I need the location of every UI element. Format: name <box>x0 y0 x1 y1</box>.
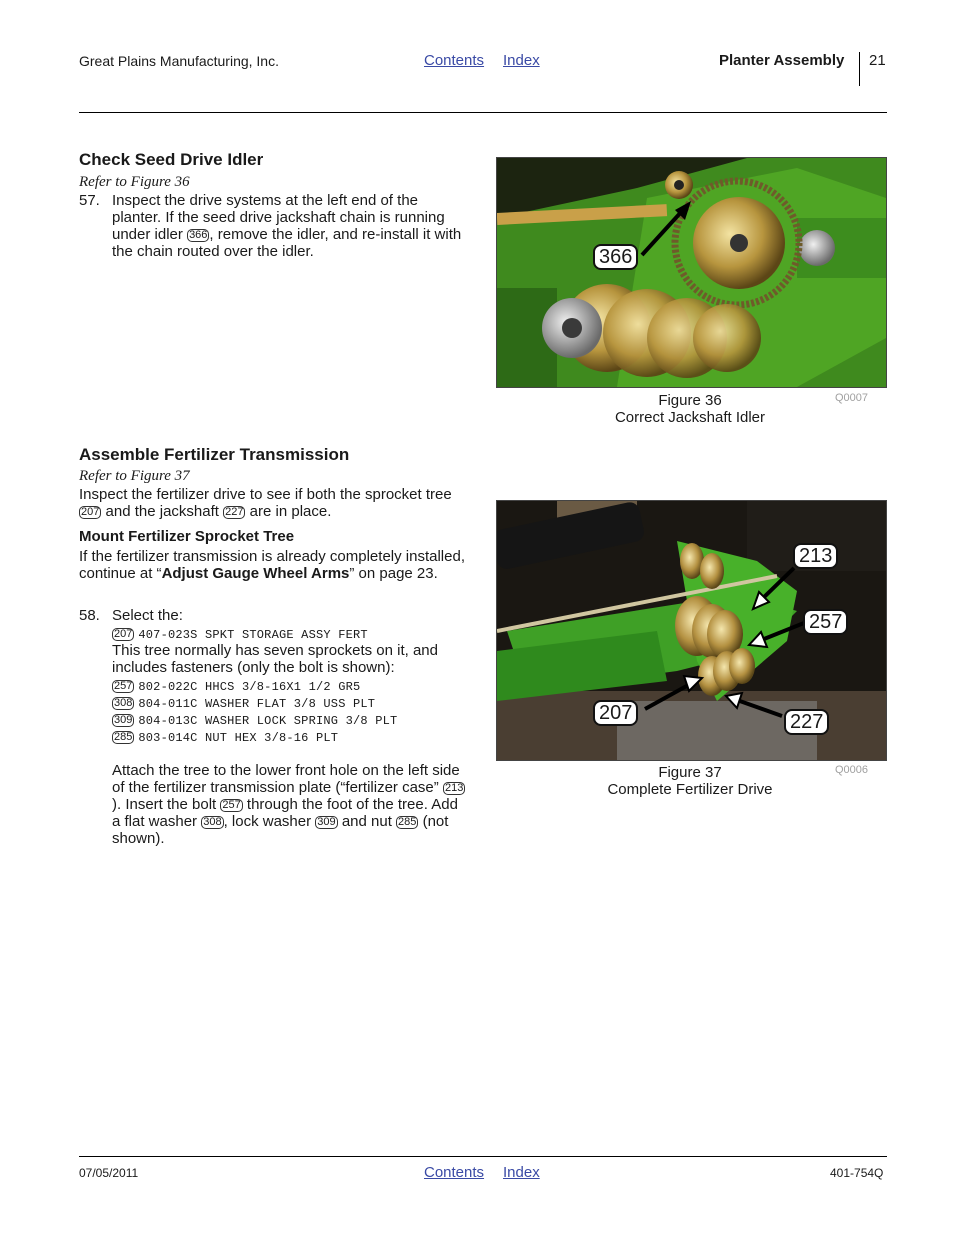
refer-figure-36: Refer to Figure 36 <box>79 174 190 190</box>
part-ref-308: 308 <box>203 816 222 828</box>
subheading-mount-sprocket-tree: Mount Fertilizer Sprocket Tree <box>79 528 295 545</box>
part-row <box>112 625 368 642</box>
attach-e: and nut <box>341 813 392 830</box>
figure-37-photo-id: Q0006 <box>835 764 869 776</box>
part-description: 803-014C NUT HEX 3/8-16 PLT <box>138 731 339 745</box>
step-57-text-a: Inspect the drive systems at the left end of the planter. If the seed drive jackshaft chain is running under idler <box>112 192 445 243</box>
jackshaft-idler-illustration <box>497 158 886 387</box>
footer-contents-link[interactable]: Contents <box>424 1164 485 1181</box>
part-ref-309: 309 <box>317 816 336 828</box>
part-ref-207: 207 <box>114 628 133 640</box>
footer-doc-number: 401-754Q <box>830 1166 884 1180</box>
part-ref-285: 285 <box>398 816 417 828</box>
fertilizer-intro <box>79 486 459 520</box>
figure-36-caption-title: Correct Jackshaft Idler <box>614 409 766 426</box>
part-ref-308: 308 <box>114 697 133 709</box>
figure-36-caption <box>590 392 790 426</box>
step-57-text <box>112 192 470 260</box>
fertilizer-intro-b: and the jackshaft <box>105 503 219 520</box>
part-ref-257: 257 <box>222 799 241 811</box>
part-ref-227: 227 <box>225 506 244 518</box>
figure-36-caption-number: Figure 36 <box>658 392 722 409</box>
page-number: 21 <box>869 52 886 69</box>
part-ref-285: 285 <box>114 731 133 743</box>
figure-37-photo <box>496 500 887 761</box>
mount-paragraph-b: ” on page 23. <box>349 565 438 582</box>
figure-37-caption-number: Figure 37 <box>658 764 722 781</box>
header-rule <box>79 112 887 113</box>
figure-36-photo-id: Q0007 <box>835 392 869 404</box>
part-description: 804-011C WASHER FLAT 3/8 USS PLT <box>138 697 376 711</box>
part-description: 802-022C HHCS 3/8-16X1 1/2 GR5 <box>138 680 361 694</box>
section-title-check-idler: Check Seed Drive Idler <box>79 150 264 169</box>
step-58-lead: Select the: <box>112 607 183 624</box>
figure-37-callout-227: 227 <box>784 709 829 735</box>
part-description: 804-013C WASHER LOCK SPRING 3/8 PLT <box>138 714 398 728</box>
footer-rule <box>79 1156 887 1157</box>
section-title-fertilizer-transmission: Assemble Fertilizer Transmission <box>79 445 350 464</box>
step-58-number: 58. <box>79 607 100 624</box>
part-ref-309: 309 <box>114 714 133 726</box>
step-57-text-b: , remove the idler, and re-install it with the chain routed over the idler. <box>112 226 462 260</box>
parts-list-2 <box>112 677 397 745</box>
attach-f: (not shown). <box>112 813 449 847</box>
step-57-number: 57. <box>79 192 100 209</box>
part-row <box>112 677 397 694</box>
part-ref-213: 213 <box>444 782 464 794</box>
figure-37-caption-title: Complete Fertilizer Drive <box>607 781 773 798</box>
figure-36-callout-366: 366 <box>593 244 638 270</box>
fertilizer-intro-a: Inspect the fertilizer drive to see if both the sprocket tree <box>79 486 452 503</box>
refer-figure-37: Refer to Figure 37 <box>79 468 190 484</box>
part-ref-366: 366 <box>189 229 208 241</box>
mount-paragraph-a: If the fertilizer transmission is already completely installed, continue at “ <box>79 548 465 582</box>
footer-index-link[interactable]: Index <box>503 1164 540 1181</box>
header-section-title: Planter Assembly <box>719 52 845 69</box>
header-divider <box>859 52 860 86</box>
part-ref-207: 207 <box>81 506 100 518</box>
part-row <box>112 694 397 711</box>
figure-37-callout-207: 207 <box>593 700 638 726</box>
mount-paragraph <box>79 548 469 582</box>
figure-37-caption <box>590 764 790 798</box>
parts-list-1 <box>112 625 368 642</box>
part-row <box>112 711 397 728</box>
attach-d: , lock washer <box>223 813 312 830</box>
figure-37-callout-213: 213 <box>793 543 838 569</box>
part-ref-257: 257 <box>114 680 133 692</box>
figure-36-photo <box>496 157 887 388</box>
header-contents-link[interactable]: Contents <box>424 52 485 69</box>
figure-37-callout-257: 257 <box>803 609 848 635</box>
fertilizer-intro-c: are in place. <box>249 503 332 520</box>
attach-a: Attach the tree to the lower front hole on the left side of the fertilizer transmission plate (“fertilizer case” <box>112 762 460 796</box>
header-index-link[interactable]: Index <box>503 52 540 69</box>
footer-date: 07/05/2011 <box>79 1166 139 1180</box>
attach-c: through the foot of the tree. Add a flat washer <box>112 796 458 830</box>
header-company: Great Plains Manufacturing, Inc. <box>79 53 279 69</box>
part-description: 407-023S SPKT STORAGE ASSY FERT <box>138 628 368 642</box>
attach-paragraph <box>112 762 470 847</box>
attach-b: ). Insert the bolt <box>112 796 217 813</box>
adjust-gauge-wheel-arms-ref: Adjust Gauge Wheel Arms <box>161 565 350 582</box>
part-row <box>112 728 397 745</box>
sprocket-tree-note: This tree normally has seven sprockets on it, and includes fasteners (only the bolt is shown): <box>112 642 438 676</box>
